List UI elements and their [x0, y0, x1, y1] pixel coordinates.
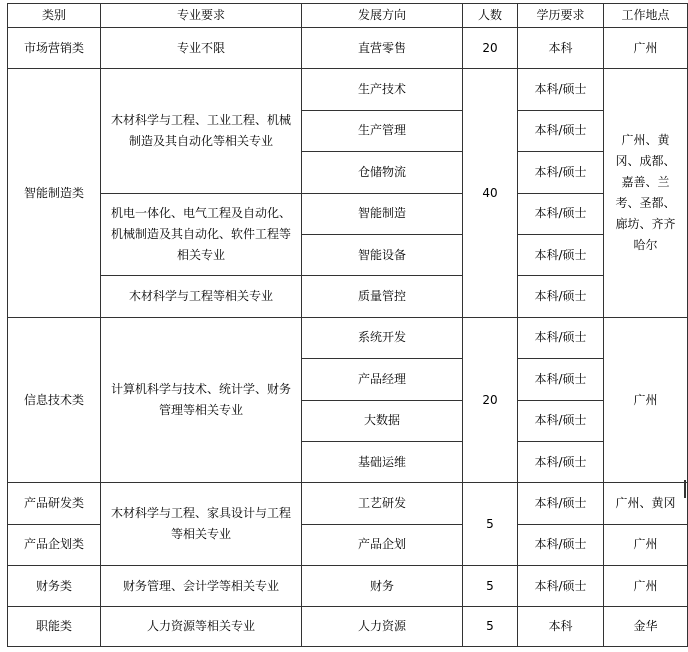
table-row	[8, 483, 688, 524]
count-cell: 40	[463, 69, 518, 317]
table-row	[8, 607, 688, 647]
degree-cell: 本科/硕士	[518, 317, 604, 358]
major-cell: 人力资源等相关专业	[101, 607, 302, 647]
degree-cell: 本科/硕士	[518, 400, 604, 441]
category-cell: 市场营销类	[8, 28, 101, 69]
degree-cell: 本科/硕士	[518, 524, 604, 565]
degree-cell: 本科/硕士	[518, 152, 604, 193]
table-row	[8, 276, 688, 317]
category-cell: 智能制造类	[8, 69, 101, 317]
table-row	[8, 193, 688, 234]
major-cell: 专业不限	[101, 28, 302, 69]
direction-cell: 生产技术	[302, 69, 463, 110]
location-cell: 广州	[604, 28, 688, 69]
location-cell: 金华	[604, 607, 688, 647]
degree-cell: 本科/硕士	[518, 441, 604, 482]
count-cell: 20	[463, 28, 518, 69]
degree-cell: 本科/硕士	[518, 359, 604, 400]
direction-cell: 财务	[302, 566, 463, 607]
degree-cell: 本科/硕士	[518, 483, 604, 524]
recruitment-table	[7, 3, 688, 647]
header-degree: 学历要求	[518, 4, 604, 28]
header-direction: 发展方向	[302, 4, 463, 28]
header-major: 专业要求	[101, 4, 302, 28]
table-row	[8, 28, 688, 69]
category-cell: 财务类	[8, 566, 101, 607]
direction-cell: 系统开发	[302, 317, 463, 358]
location-cell: 广州、黄冈、成都、嘉善、兰考、圣都、廊坊、齐齐哈尔	[604, 69, 688, 317]
table-row	[8, 69, 688, 110]
header-row	[8, 4, 688, 28]
location-cell: 广州	[604, 317, 688, 483]
direction-cell: 直营零售	[302, 28, 463, 69]
direction-cell: 基础运维	[302, 441, 463, 482]
direction-cell: 质量管控	[302, 276, 463, 317]
degree-cell: 本科/硕士	[518, 69, 604, 110]
category-cell: 职能类	[8, 607, 101, 647]
category-cell: 产品研发类	[8, 483, 101, 524]
degree-cell: 本科/硕士	[518, 566, 604, 607]
header-location: 工作地点	[604, 4, 688, 28]
degree-cell: 本科	[518, 607, 604, 647]
direction-cell: 产品经理	[302, 359, 463, 400]
page-edge-mark	[684, 480, 686, 498]
direction-cell: 智能制造	[302, 193, 463, 234]
major-cell: 计算机科学与技术、统计学、财务管理等相关专业	[101, 317, 302, 483]
count-cell: 20	[463, 317, 518, 483]
degree-cell: 本科/硕士	[518, 276, 604, 317]
direction-cell: 工艺研发	[302, 483, 463, 524]
direction-cell: 产品企划	[302, 524, 463, 565]
table-row	[8, 317, 688, 358]
major-cell: 木材科学与工程等相关专业	[101, 276, 302, 317]
degree-cell: 本科/硕士	[518, 234, 604, 275]
degree-cell: 本科	[518, 28, 604, 69]
major-cell: 财务管理、会计学等相关专业	[101, 566, 302, 607]
direction-cell: 大数据	[302, 400, 463, 441]
category-cell: 产品企划类	[8, 524, 101, 565]
header-count: 人数	[463, 4, 518, 28]
category-cell: 信息技术类	[8, 317, 101, 483]
direction-cell: 人力资源	[302, 607, 463, 647]
degree-cell: 本科/硕士	[518, 110, 604, 151]
direction-cell: 仓储物流	[302, 152, 463, 193]
count-cell: 5	[463, 483, 518, 566]
location-cell: 广州	[604, 566, 688, 607]
count-cell: 5	[463, 566, 518, 607]
location-cell: 广州	[604, 524, 688, 565]
table-row	[8, 566, 688, 607]
header-category: 类别	[8, 4, 101, 28]
direction-cell: 智能设备	[302, 234, 463, 275]
degree-cell: 本科/硕士	[518, 193, 604, 234]
major-cell: 木材科学与工程、家具设计与工程等相关专业	[101, 483, 302, 566]
major-cell: 机电一体化、电气工程及自动化、机械制造及其自动化、软件工程等相关专业	[101, 193, 302, 276]
major-cell: 木材科学与工程、工业工程、机械制造及其自动化等相关专业	[101, 69, 302, 193]
count-cell: 5	[463, 607, 518, 647]
location-cell: 广州、黄冈	[604, 483, 688, 524]
direction-cell: 生产管理	[302, 110, 463, 151]
